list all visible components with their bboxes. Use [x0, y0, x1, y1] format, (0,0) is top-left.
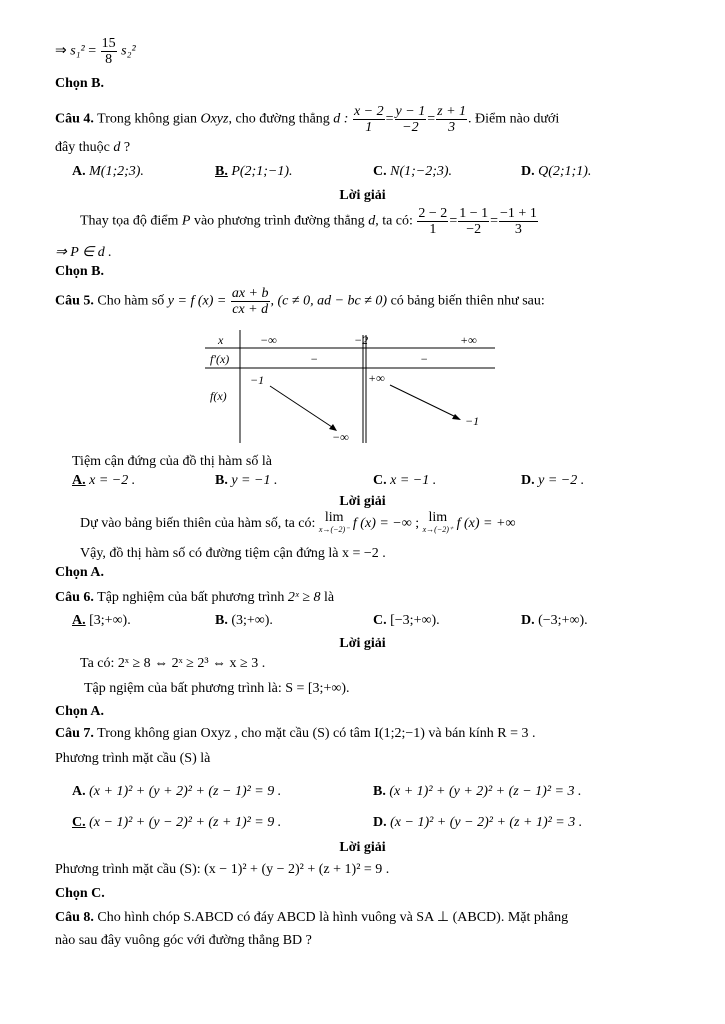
- x-minus-two: −2: [354, 333, 369, 347]
- q7-option-d: D. (x − 1)² + (y − 2)² + (z + 1)² = 3 .: [373, 815, 583, 830]
- q5-solution-heading: Lời giải: [339, 494, 386, 509]
- q6-option-d: D. (−3;+∞).: [521, 613, 588, 628]
- f-right-top: +∞: [368, 371, 385, 385]
- q4-solution-line1: Thay tọa độ điểm P vào phương trình đường thẳng d, ta có: $\frac{2 - 2}{1}$ = $\frac{1 - 1}{-2}$ = $\frac{-1 + 1}{3}$: [80, 206, 537, 237]
- q4-solution-heading: Lời giải: [339, 188, 386, 203]
- q6-option-b: B. (3;+∞).: [215, 613, 273, 628]
- q6-option-a: A. [3;+∞).: [72, 613, 131, 628]
- q5-solution-line1: Dự vào bảng biến thiên của hàm số, ta có: lim x→(−2)⁻ f (x) = −∞ ; lim x→(−2)⁺ f (x) = +∞: [80, 510, 516, 534]
- f-left-top: −1: [250, 373, 265, 387]
- q5-option-d: D. y = −2 .: [521, 473, 585, 488]
- question-8-line2: nào sau đây vuông góc với đường thẳng BD ?: [55, 933, 312, 948]
- q7-option-a: A. (x + 1)² + (y + 2)² + (z − 1)² = 9 .: [72, 784, 282, 799]
- q5-solution-line2: Vậy, đồ thị hàm số có đường tiệm cận đứng là x = −2 .: [80, 546, 386, 561]
- question-4-line2: đây thuộc d ?: [55, 140, 131, 155]
- q4-option-b: B. P(2;1;−1).: [215, 164, 293, 179]
- q5-option-b: B. y = −1 .: [215, 473, 278, 488]
- row-label-x: x: [218, 333, 224, 347]
- q6-solution-heading: Lời giải: [339, 636, 386, 651]
- row-label-f: f(x): [210, 389, 227, 403]
- decreasing-arrow-right: [390, 385, 458, 418]
- q5-answer: Chọn A.: [55, 565, 105, 580]
- q6-option-c: C. [−3;+∞).: [373, 613, 440, 628]
- f-left-bottom: −∞: [332, 430, 349, 444]
- derivative-sign-left: −: [310, 352, 319, 366]
- variation-table: [200, 330, 500, 445]
- q4-option-a: A. M(1;2;3).: [72, 164, 144, 179]
- question-7-stem: Câu 7. Trong không gian Oxyz , cho mặt cầu (S) có tâm I(1;2;−1) và bán kính R = 3 .: [55, 726, 536, 741]
- q7-option-b: B. (x + 1)² + (y + 2)² + (z − 1)² = 3 .: [373, 784, 582, 799]
- q5-option-a: A. x = −2 .: [72, 473, 136, 488]
- f-right-bottom: −1: [465, 414, 480, 428]
- q4-solution-line2: ⇒ P ∈ d .: [55, 245, 112, 260]
- q6-solution-line1: Ta có: 2ˣ ≥ 8 ⇔ 2ˣ ≥ 2³ ⇔ x ≥ 3 .: [80, 656, 266, 671]
- answer-choice: Chọn B.: [55, 76, 105, 91]
- q4-answer: Chọn B.: [55, 264, 105, 279]
- question-5-stem: Câu 5. Cho hàm số y = f (x) = $\frac{ax + b}{cx + d}$ , (c ≠ 0, ad − bc ≠ 0) có bảng biến thiên như sau:: [55, 286, 545, 317]
- row-label-fprime: f′(x): [210, 352, 230, 366]
- q4-option-d: D. Q(2;1;1).: [521, 164, 592, 179]
- q7-option-c: C. (x − 1)² + (y − 2)² + (z + 1)² = 9 .: [72, 815, 282, 830]
- x-minus-infinity: −∞: [260, 333, 277, 347]
- question-8-stem: Câu 8. Cho hình chóp S.ABCD có đáy ABCD là hình vuông và SA ⊥ (ABCD). Mặt phẳng: [55, 910, 569, 925]
- q5-question: Tiệm cận đứng của đồ thị hàm số là: [72, 454, 272, 469]
- question-4-stem: Câu 4. Trong không gian Oxyz, cho đường thẳng d : $\frac{x - 2}{1}$ = $\frac{y - 1}{-2}$ = $\frac{z + 1}{3}$ . Điểm nào dưới: [55, 104, 560, 135]
- q5-option-c: C. x = −1 .: [373, 473, 437, 488]
- q7-solution-line: Phương trình mặt cầu (S): (x − 1)² + (y − 2)² + (z + 1)² = 9 .: [55, 862, 390, 877]
- question-7-line2: Phương trình mặt cầu (S) là: [55, 751, 211, 766]
- x-plus-infinity: +∞: [460, 333, 477, 347]
- question-6-stem: Câu 6. Tập nghiệm của bất phương trình 2ˣ ≥ 8 là: [55, 590, 335, 605]
- derivative-sign-right: −: [420, 352, 429, 366]
- q7-answer: Chọn C.: [55, 886, 105, 901]
- q6-solution-line2: Tập ngiệm của bất phương trình là: S = [3;+∞).: [84, 681, 350, 696]
- formula-variance-ratio: ⇒ s₁² = $\frac{15}{8}$ s₂²: [55, 36, 136, 67]
- q7-solution-heading: Lời giải: [339, 840, 386, 855]
- decreasing-arrow-left: [270, 386, 335, 429]
- q6-answer: Chọn A.: [55, 704, 105, 719]
- q4-option-c: C. N(1;−2;3).: [373, 164, 453, 179]
